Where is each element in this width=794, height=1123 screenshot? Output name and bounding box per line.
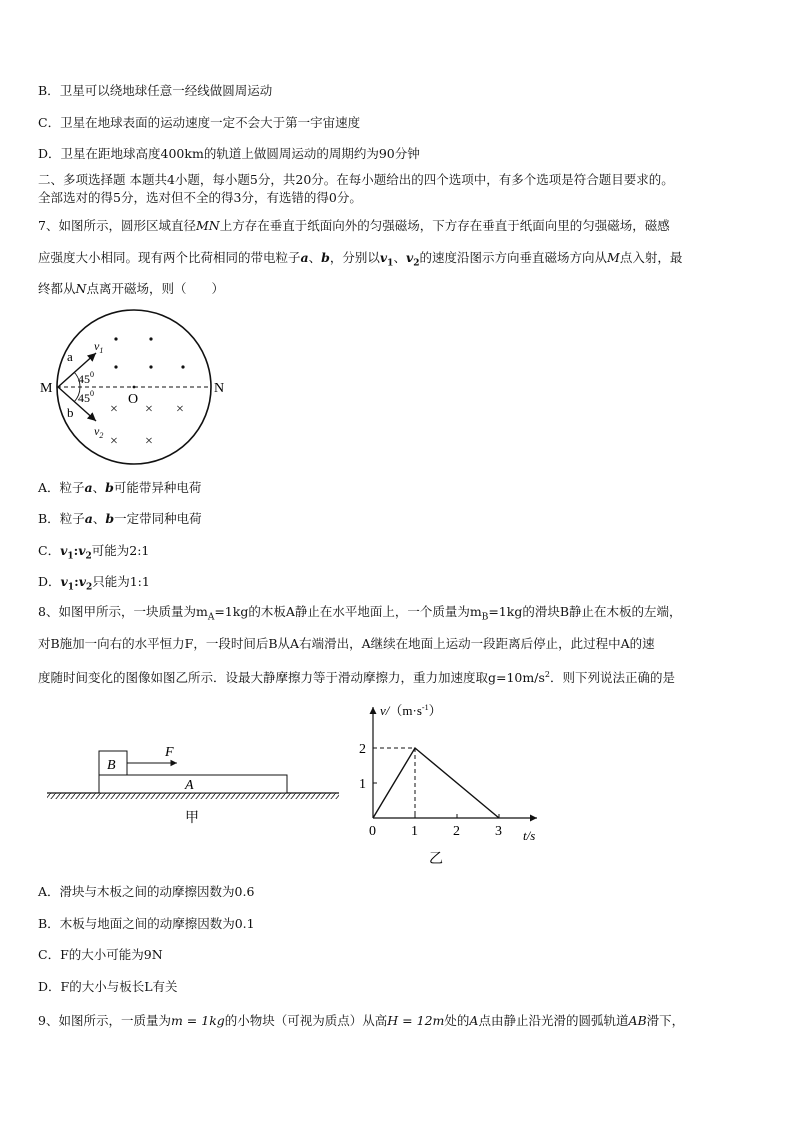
q9-line1: 9、如图所示，一质量为m = 1kg的小物块（可视为质点）从高H = 12m处的A点由静止沿光滑的圆弧轨道AB滑下， xyxy=(38,1013,685,1028)
section2-line1: 二、多项选择题 本题共4小题，每小题5分，共20分。在每小题给出的四个选项中，有多个选项是符合题目要求的。 xyxy=(38,172,674,187)
label-angle-lower: $45^0$ xyxy=(78,389,94,405)
svg-text:×: × xyxy=(145,434,153,449)
q7-line1: 7、如图所示，圆形区域直径MN上方存在垂直于纸面向外的匀强磁场，下方存在垂直于纸面向里的匀强磁场，磁感 xyxy=(38,218,670,233)
velocity-series-line xyxy=(373,748,499,818)
y-axis-label: $v/(m\cdot s^{-1})$ xyxy=(380,703,442,718)
ground-hatching xyxy=(47,793,339,799)
label-board-a: A xyxy=(185,778,194,793)
label-angle-upper: $45^0$ xyxy=(78,370,94,386)
y-tick-label: 2 xyxy=(359,742,366,757)
label-v2: $v_2$ xyxy=(94,424,104,440)
label-force-f: F xyxy=(165,745,174,760)
q8-velocity-time-graph xyxy=(355,695,555,870)
q7-option-b: B．粒子a、b一定带同种电荷 xyxy=(38,511,202,526)
q7-option-a: A．粒子a、b可能带异种电荷 xyxy=(38,480,202,495)
option-c-prev: C．卫星在地球表面的运动速度一定不会大于第一宇宙速度 xyxy=(38,115,361,130)
y-tick-label: 1 xyxy=(359,777,366,792)
x-tick-label: 2 xyxy=(453,824,460,839)
field-in-crosses xyxy=(110,402,184,449)
svg-text:×: × xyxy=(110,434,118,449)
q8-board-figure xyxy=(45,740,345,825)
option-b-prev: B．卫星可以绕地球任意一经线做圆周运动 xyxy=(38,83,273,98)
x-tick-label: 3 xyxy=(495,824,502,839)
q8-option-c: C．F的大小可能为9N xyxy=(38,947,163,962)
q7-option-c: C．$v_1:v_2$可能为2:1 xyxy=(38,543,150,562)
label-block-b: B xyxy=(107,758,116,773)
label-b: b xyxy=(67,405,74,420)
svg-text:×: × xyxy=(145,402,153,417)
q7-magnetic-field-figure xyxy=(38,305,228,470)
q8-line3: 度随时间变化的图像如图乙所示．设最大静摩擦力等于滑动摩擦力，重力加速度取$g=10m/s^2$．则下列说法正确的是 xyxy=(38,670,675,686)
q7-line2: 应强度大小相同。现有两个比荷相同的带电粒子a、b，分别以$v_1$、$v_2$的速度沿图示方向垂直磁场方向从M点入射，最 xyxy=(38,250,683,269)
svg-text:×: × xyxy=(110,402,118,417)
section2-line2: 全部选对的得5分，选对但不全的得3分，有选错的得0分。 xyxy=(38,190,362,205)
label-a: a xyxy=(67,349,73,364)
label-v1: $v_1$ xyxy=(94,339,104,355)
label-o: O xyxy=(128,392,139,407)
field-out-dots xyxy=(114,337,184,368)
x-tick-label: 0 xyxy=(369,824,376,839)
caption-yi: 乙 xyxy=(429,852,443,867)
x-axis-label: t/s xyxy=(523,828,536,843)
q7-option-d: D．$v_1:v_2$只能为1:1 xyxy=(38,574,150,593)
option-d-prev: D．卫星在距地球高度400km的轨道上做圆周运动的周期约为90分钟 xyxy=(38,146,420,161)
svg-text:×: × xyxy=(176,402,184,417)
q8-option-b: B．木板与地面之间的动摩擦因数为0.1 xyxy=(38,916,255,931)
q7-line3: 终都从N点离开磁场，则（ ） xyxy=(38,281,224,296)
q8-option-d: D．F的大小与板长L有关 xyxy=(38,979,178,994)
x-tick-label: 1 xyxy=(411,824,418,839)
q8-line2: 对B施加一向右的水平恒力F，一段时间后B从A右端滑出，A继续在地面上运动一段距离后停止，此过程中A的速 xyxy=(38,636,655,651)
q8-option-a: A．滑块与木板之间的动摩擦因数为0.6 xyxy=(38,884,255,899)
q8-line1: 8、如图甲所示，一块质量为$m_A=1kg$的木板A静止在水平地面上，一个质量为$m_B=1kg$的滑块B静止在木板的左端， xyxy=(38,604,682,623)
caption-jia: 甲 xyxy=(185,811,199,825)
label-m: M xyxy=(40,381,53,396)
label-n: N xyxy=(214,381,225,396)
